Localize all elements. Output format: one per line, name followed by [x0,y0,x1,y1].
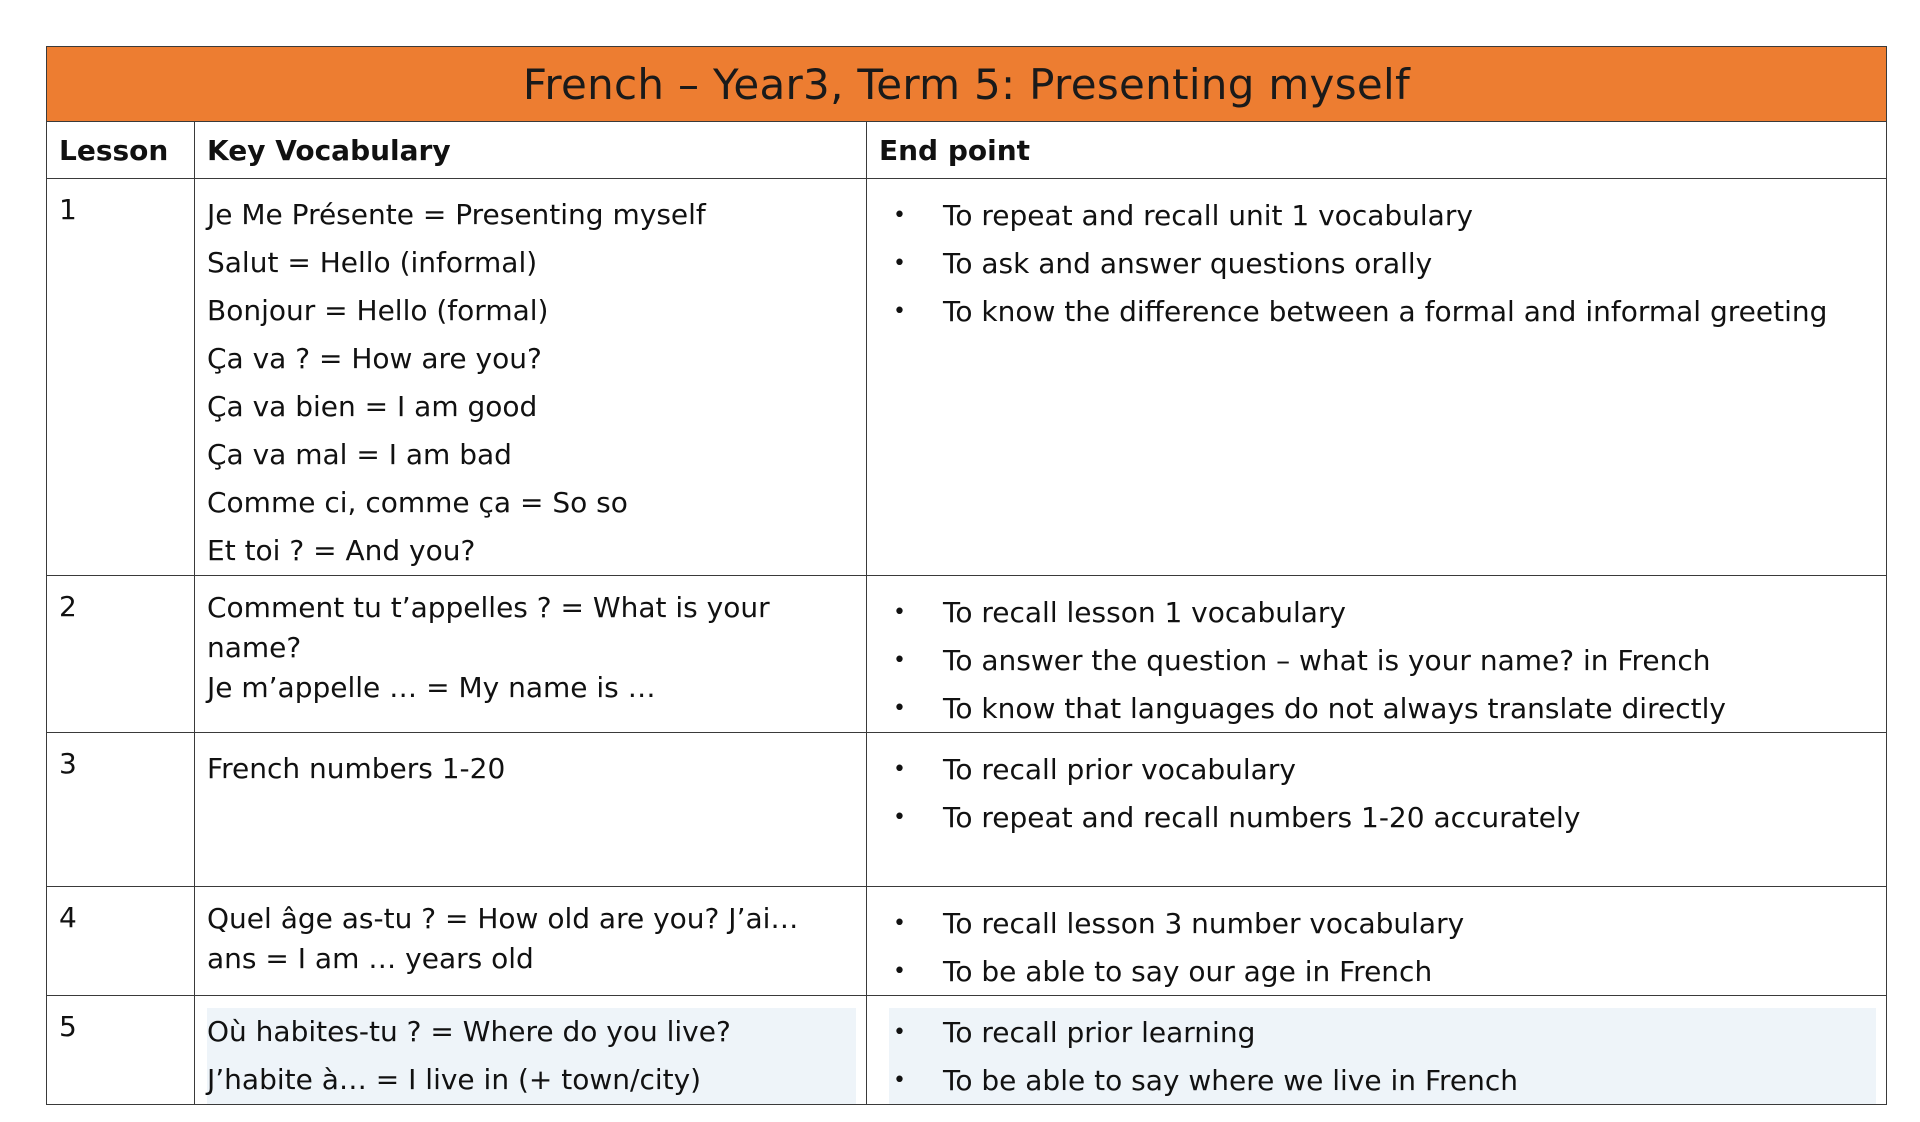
bullet-icon: • [893,804,906,830]
endpoint-item [889,1008,1876,1056]
table-row [47,179,1887,576]
bullet-icon: • [893,1067,906,1093]
lesson-number: 2 [47,576,195,733]
vocab-line: Je m’appelle … = My name is … [207,671,656,704]
header-key-vocabulary: Key Vocabulary [195,122,867,179]
lesson-number: 4 [47,887,195,996]
endpoint-cell [867,733,1887,887]
endpoint-text: To repeat and recall unit 1 vocabulary [943,198,1473,232]
lesson-number: 3 [47,733,195,887]
endpoint-text: To recall prior vocabulary [943,752,1296,786]
endpoint-text: To know the difference between a formal and informal greeting [943,294,1828,328]
vocab-cell [195,576,867,733]
vocab-line: Ça va ? = How are you? [207,342,542,375]
endpoint-item [889,899,1876,947]
vocab-cell [195,733,867,887]
vocab-line: Quel âge as-tu ? = How old are you? J’ai… ans = I am … years old [207,902,799,975]
table-row [47,576,1887,733]
endpoint-item [889,287,1876,335]
vocab-cell [195,179,867,576]
lesson-number: 1 [47,179,195,576]
endpoint-text: To be able to say where we live in French [943,1063,1519,1097]
bullet-icon: • [893,250,906,276]
table-row [47,887,1887,996]
table-row [47,996,1887,1105]
endpoint-text: To ask and answer questions orally [943,246,1433,280]
vocab-line: Salut = Hello (informal) [207,246,538,279]
header-end-point: End point [867,122,1887,179]
vocab-line: J’habite à… = I live in (+ town/city) [207,1056,856,1104]
vocab-line: Où habites-tu ? = Where do you live? [207,1008,856,1056]
endpoint-text: To know that languages do not always translate directly [943,691,1726,725]
bullet-icon: • [893,599,906,625]
page-title: French – Year3, Term 5: Presenting myself [47,47,1887,122]
vocab-cell [195,887,867,996]
endpoint-item [889,684,1876,732]
vocab-line: French numbers 1-20 [207,752,506,785]
vocab-line: Ça va mal = I am bad [207,438,512,471]
endpoint-cell [867,576,1887,733]
bullet-icon: • [893,647,906,673]
endpoint-cell [867,179,1887,576]
endpoint-text: To recall lesson 1 vocabulary [943,595,1346,629]
vocab-line: Bonjour = Hello (formal) [207,294,549,327]
endpoint-cell [867,887,1887,996]
bullet-icon: • [893,298,906,324]
endpoint-cell [867,996,1887,1105]
bullet-icon: • [893,756,906,782]
bullet-icon: • [893,202,906,228]
header-lesson: Lesson [47,122,195,179]
bullet-icon: • [893,910,906,936]
bullet-icon: • [893,695,906,721]
endpoint-item [889,947,1876,995]
endpoint-item [889,191,1876,239]
endpoint-item [889,588,1876,636]
vocab-line: Ça va bien = I am good [207,390,538,423]
endpoint-item [889,636,1876,684]
endpoint-item [889,1056,1876,1104]
vocab-cell [195,996,867,1105]
table-row [47,733,1887,887]
endpoint-text: To repeat and recall numbers 1-20 accurately [943,800,1581,834]
endpoint-item [889,793,1876,841]
endpoint-text: To answer the question – what is your name? in French [943,643,1711,677]
endpoint-text: To recall lesson 3 number vocabulary [943,906,1465,940]
vocab-line: Je Me Présente = Presenting myself [207,198,706,231]
endpoint-item [889,745,1876,793]
endpoint-item [889,239,1876,287]
vocab-line: Comme ci, comme ça = So so [207,486,628,519]
endpoint-text: To be able to say our age in French [943,954,1433,988]
knowledge-organiser-table [46,46,1887,1105]
bullet-icon: • [893,1019,906,1045]
endpoint-text: To recall prior learning [943,1015,1256,1049]
vocab-line: Comment tu t’appelles ? = What is your name? [207,591,770,664]
bullet-icon: • [893,958,906,984]
lesson-number: 5 [47,996,195,1105]
vocab-line: Et toi ? = And you? [207,534,476,567]
